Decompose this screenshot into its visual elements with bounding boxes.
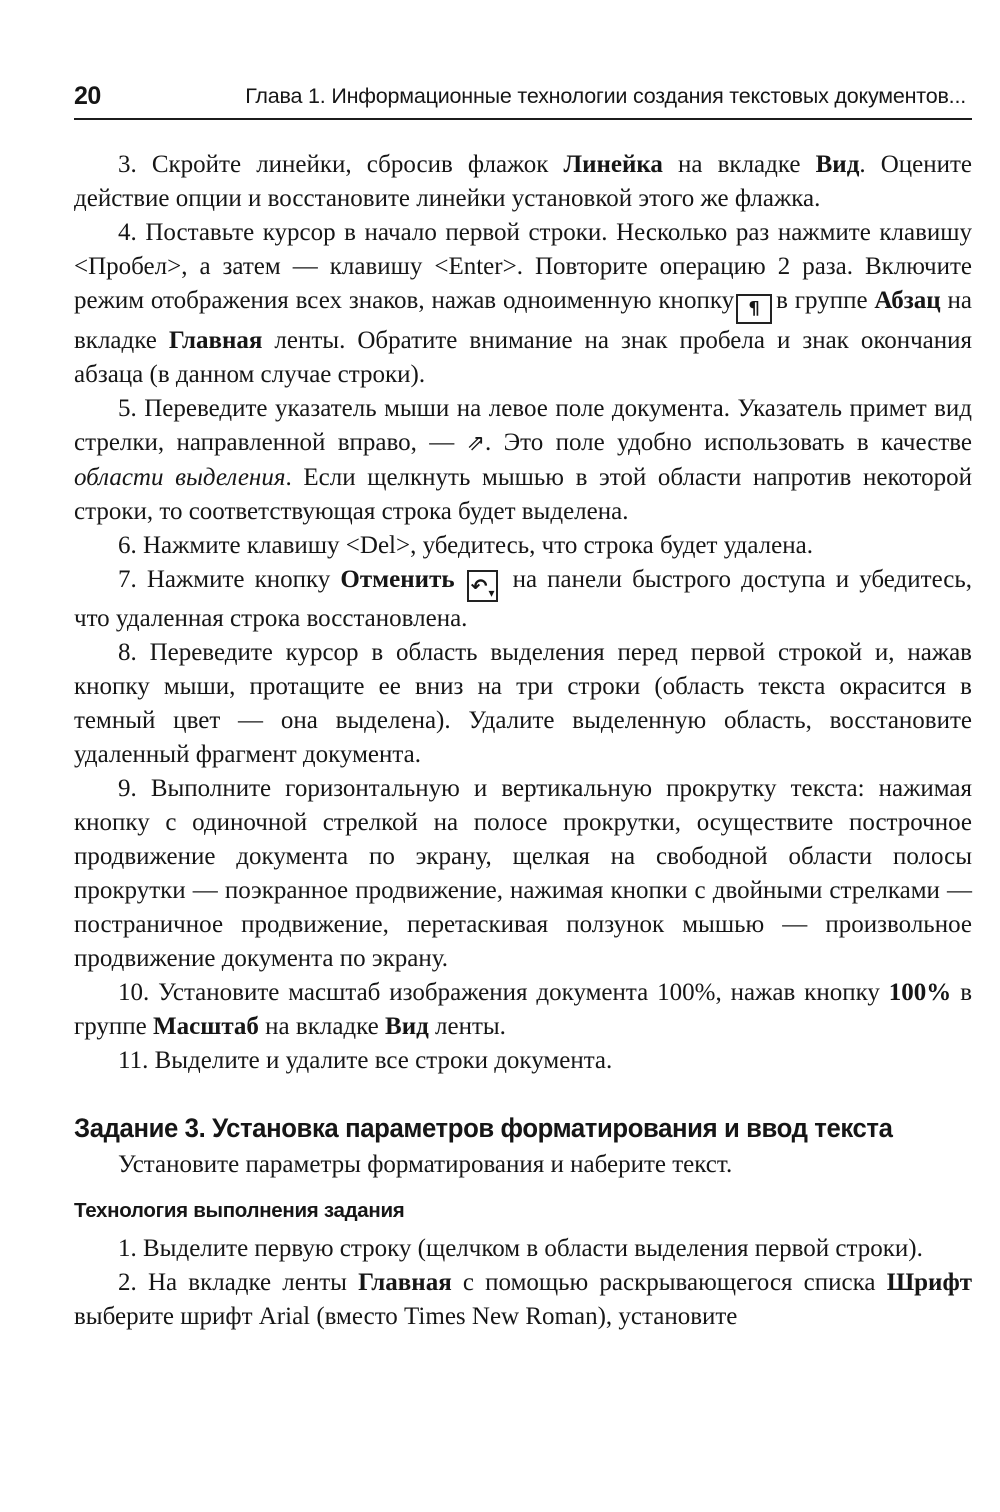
pilcrow-icon: ¶ <box>736 294 772 324</box>
term-font-list: Шрифт <box>886 1269 973 1296</box>
step-4: 4. Поставьте курсор в начало первой строки. Несколько раз нажмите клавишу <Пробел>, а затем — клавишу <Enter>. Повторите операцию 2 раза. Включите режим отображения всех знаков, нажав одноименную кнопку ¶ в группе Абзац на вкладке Главная ленты. Обратите внимание на знак пробела и знак окончания абзаца (в данном случае строки). <box>74 219 973 388</box>
step-11: 11. Выделите и удалите все строки документа. <box>118 1047 613 1074</box>
step-number: 9. <box>118 775 137 802</box>
term-selection-area: области выделения <box>74 464 286 491</box>
step-number: 4. <box>118 219 137 246</box>
step-7: 7. Нажмите кнопку Отменить ↶▾ на панели быстрого доступа и убедитесь, что удаленная строка восстановлена. <box>74 566 973 632</box>
step-number: 8. <box>118 639 137 666</box>
step-9: 9. Выполните горизонтальную и вертикальную прокрутку текста: нажимая кнопку с одиночной стрелкой на полосе прокрутки, осуществите построчное продвижение документа по экрану, щелкая на свободной области полосы прокрутки — поэкранное продвижение, нажимая кнопки с двойными стрелками — постраничное продвижение, перетаскивая ползунок мышью — произвольное продвижение документа по экрану. <box>74 775 972 972</box>
step-6: 6. Нажмите клавишу <Del>, убедитесь, что строка будет удалена. <box>118 532 813 559</box>
right-arrow-cursor-icon: ⇗ <box>466 431 486 456</box>
step-number: 1. <box>118 1235 137 1262</box>
book-page <box>74 78 972 1334</box>
step-10: 10. Установите масштаб изображения документа 100%, нажав кнопку 100% в группе Масштаб на вкладке Вид ленты. <box>74 979 972 1040</box>
term-zoom-group: Масштаб <box>153 1013 259 1040</box>
step-number: 10. <box>118 979 150 1006</box>
undo-icon <box>467 570 499 602</box>
running-header <box>74 78 972 120</box>
step-3: 3. Скройте линейки, сбросив флажок Линейка на вкладке Вид. Оцените действие опции и восстановите линейки установкой этого же флажка. <box>74 151 973 212</box>
step-number: 6. <box>118 532 137 559</box>
term-home-tab: Главная <box>168 327 263 354</box>
page-number: 20 <box>74 82 101 110</box>
term-100-percent-button: 100% <box>888 979 952 1006</box>
step-number: 7. <box>118 566 137 593</box>
step-number: 3. <box>118 151 137 178</box>
term-view-tab: Вид <box>815 151 860 178</box>
step-number: 5. <box>118 395 137 422</box>
undo-arrow-icon: ↶ <box>470 574 488 598</box>
term-home-tab: Главная <box>358 1269 452 1296</box>
task-3-step-1: 1. Выделите первую строку (щелчком в области выделения первой строки). <box>118 1235 923 1262</box>
chapter-title: Глава 1. Информационные технологии создания текстовых документов... <box>245 84 966 108</box>
step-8: 8. Переведите курсор в область выделения перед первой строкой и, нажав кнопку мыши, протащите ее вниз на три строки (область текста окрасится в темный цвет — она выделена). Удалите выделенную область, восстановите удаленный фрагмент документа. <box>74 639 972 768</box>
term-undo-button: Отменить <box>340 566 455 593</box>
term-paragraph-group: Абзац <box>874 287 941 314</box>
task-3-heading: Задание 3. Установка параметров форматирования и ввод текста <box>74 1113 893 1143</box>
term-ruler-checkbox: Линейка <box>563 151 663 178</box>
term-view-tab: Вид <box>385 1013 429 1040</box>
dropdown-arrow-icon: ▾ <box>488 586 495 600</box>
step-5: 5. Переведите указатель мыши на левое поле документа. Указатель примет вид стрелки, направленной вправо, — ⇗. Это поле удобно использовать в качестве области выделения. Если щелкнуть мышью в этой области напротив некоторой строки, то соответствующая строка будет выделена. <box>74 395 972 525</box>
task-3-intro: Установите параметры форматирования и наберите текст. <box>118 1151 733 1178</box>
step-number: 2. <box>118 1269 137 1296</box>
body-text <box>74 148 972 1334</box>
step-number: 11. <box>118 1047 149 1074</box>
technology-heading: Технология выполнения задания <box>74 1199 405 1222</box>
task-3-step-2: 2. На вкладке ленты Главная с помощью раскрывающегося списка Шрифт выберите шрифт Arial (вместо Times New Roman), установите <box>74 1269 973 1330</box>
